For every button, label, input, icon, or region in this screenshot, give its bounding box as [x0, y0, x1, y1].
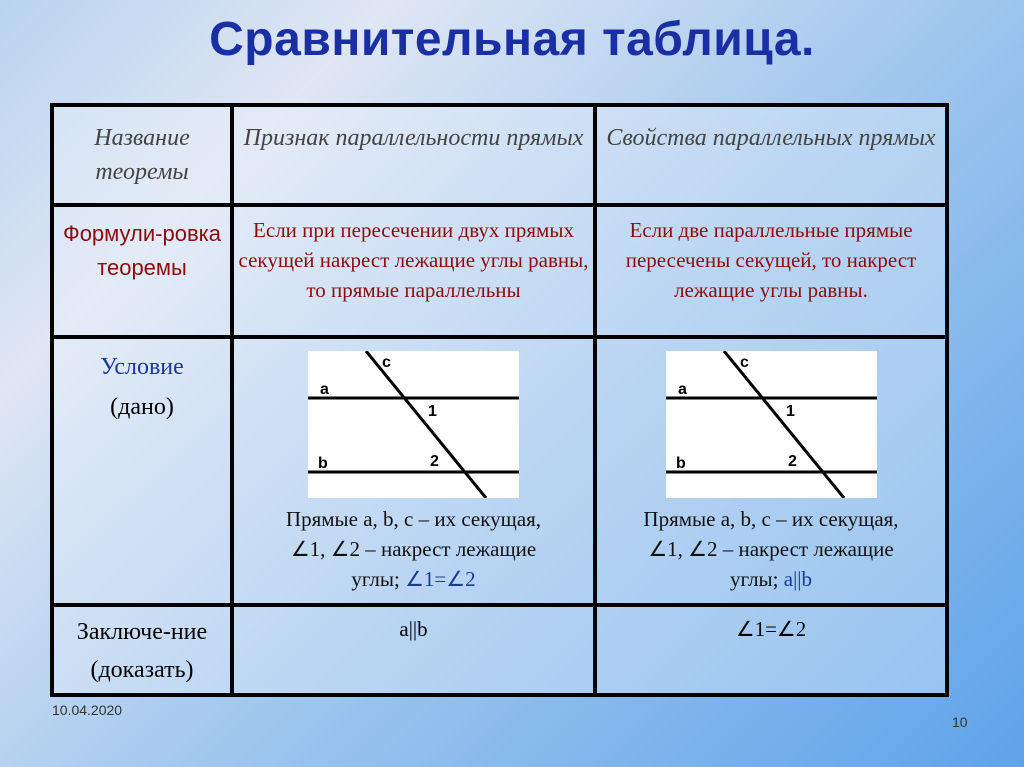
conclusion-sign	[232, 605, 595, 695]
header-theorem-name	[52, 105, 232, 205]
label-angle1: 1	[785, 403, 795, 420]
condition-property-line3-prefix: углы;	[730, 567, 784, 591]
condition-label-line2: (дано)	[110, 394, 174, 420]
label-a: a	[677, 381, 687, 398]
condition-property	[595, 337, 947, 605]
label-c: c	[382, 354, 391, 371]
header-sign	[232, 105, 595, 205]
table-header-row	[52, 105, 947, 205]
label-b: b	[675, 455, 686, 472]
condition-sign-line2: ∠1, ∠2 – накрест лежащие	[290, 537, 537, 561]
condition-sign	[232, 337, 595, 605]
formulation-property-text: Если две параллельные прямые пересечены секущей, то накрест лежащие углы равны.	[625, 218, 917, 302]
slide-page-number: 10	[952, 714, 968, 730]
condition-sign-equal-angles: ∠1=∠2	[405, 567, 476, 591]
conclusion-property	[595, 605, 947, 695]
condition-property-text	[597, 504, 945, 594]
condition-sign-line3	[234, 564, 593, 594]
parallel-lines-diagram-property	[666, 351, 877, 498]
conclusion-label-line2: (доказать)	[90, 657, 194, 683]
label-angle2: 2	[430, 453, 439, 470]
formulation-sign	[232, 205, 595, 337]
slide-date: 10.04.2020	[52, 702, 123, 718]
header-col2-text: Признак параллельности прямых	[243, 125, 584, 151]
conclusion-row	[52, 605, 947, 695]
condition-label-line1: Условие	[100, 354, 184, 380]
header-col3-text: Свойства параллельных прямых	[606, 125, 936, 151]
conclusion-property-text: ∠1=∠2	[735, 617, 807, 641]
formulation-label	[52, 205, 232, 337]
label-angle2: 2	[787, 453, 797, 470]
label-angle1: 1	[428, 403, 437, 420]
condition-sign-line3-prefix: углы;	[351, 567, 406, 591]
parallel-lines-diagram-sign	[308, 351, 519, 498]
label-c: c	[739, 354, 749, 371]
condition-sign-text	[234, 504, 593, 594]
transversal-c	[366, 351, 486, 498]
condition-sign-line1: Прямые a, b, c – их секущая,	[285, 507, 542, 531]
condition-label	[52, 337, 232, 605]
label-b: b	[318, 455, 328, 472]
header-col1-text: Название теоремы	[94, 125, 190, 185]
conclusion-label-line1: Заключе-ние	[76, 619, 208, 645]
transversal-c	[724, 351, 844, 498]
formulation-sign-text: Если при пересечении двух прямых секущей накрест лежащие углы равны, то прямые параллельны	[238, 218, 589, 302]
condition-row	[52, 337, 947, 605]
header-property	[595, 105, 947, 205]
conclusion-label	[52, 605, 232, 695]
formulation-label-text: Формули-ровка теоремы	[62, 221, 222, 280]
slide-title: Сравнительная таблица.	[209, 13, 815, 66]
formulation-property	[595, 205, 947, 337]
condition-property-line1: Прямые a, b, c – их секущая,	[643, 507, 899, 531]
formulation-row	[52, 205, 947, 337]
condition-property-line3	[597, 564, 945, 594]
condition-property-parallel: a||b	[783, 567, 812, 591]
condition-property-line2: ∠1, ∠2 – накрест лежащие	[648, 537, 894, 561]
comparison-table	[50, 103, 949, 697]
label-a: a	[320, 381, 329, 398]
conclusion-sign-text: a||b	[399, 617, 428, 641]
